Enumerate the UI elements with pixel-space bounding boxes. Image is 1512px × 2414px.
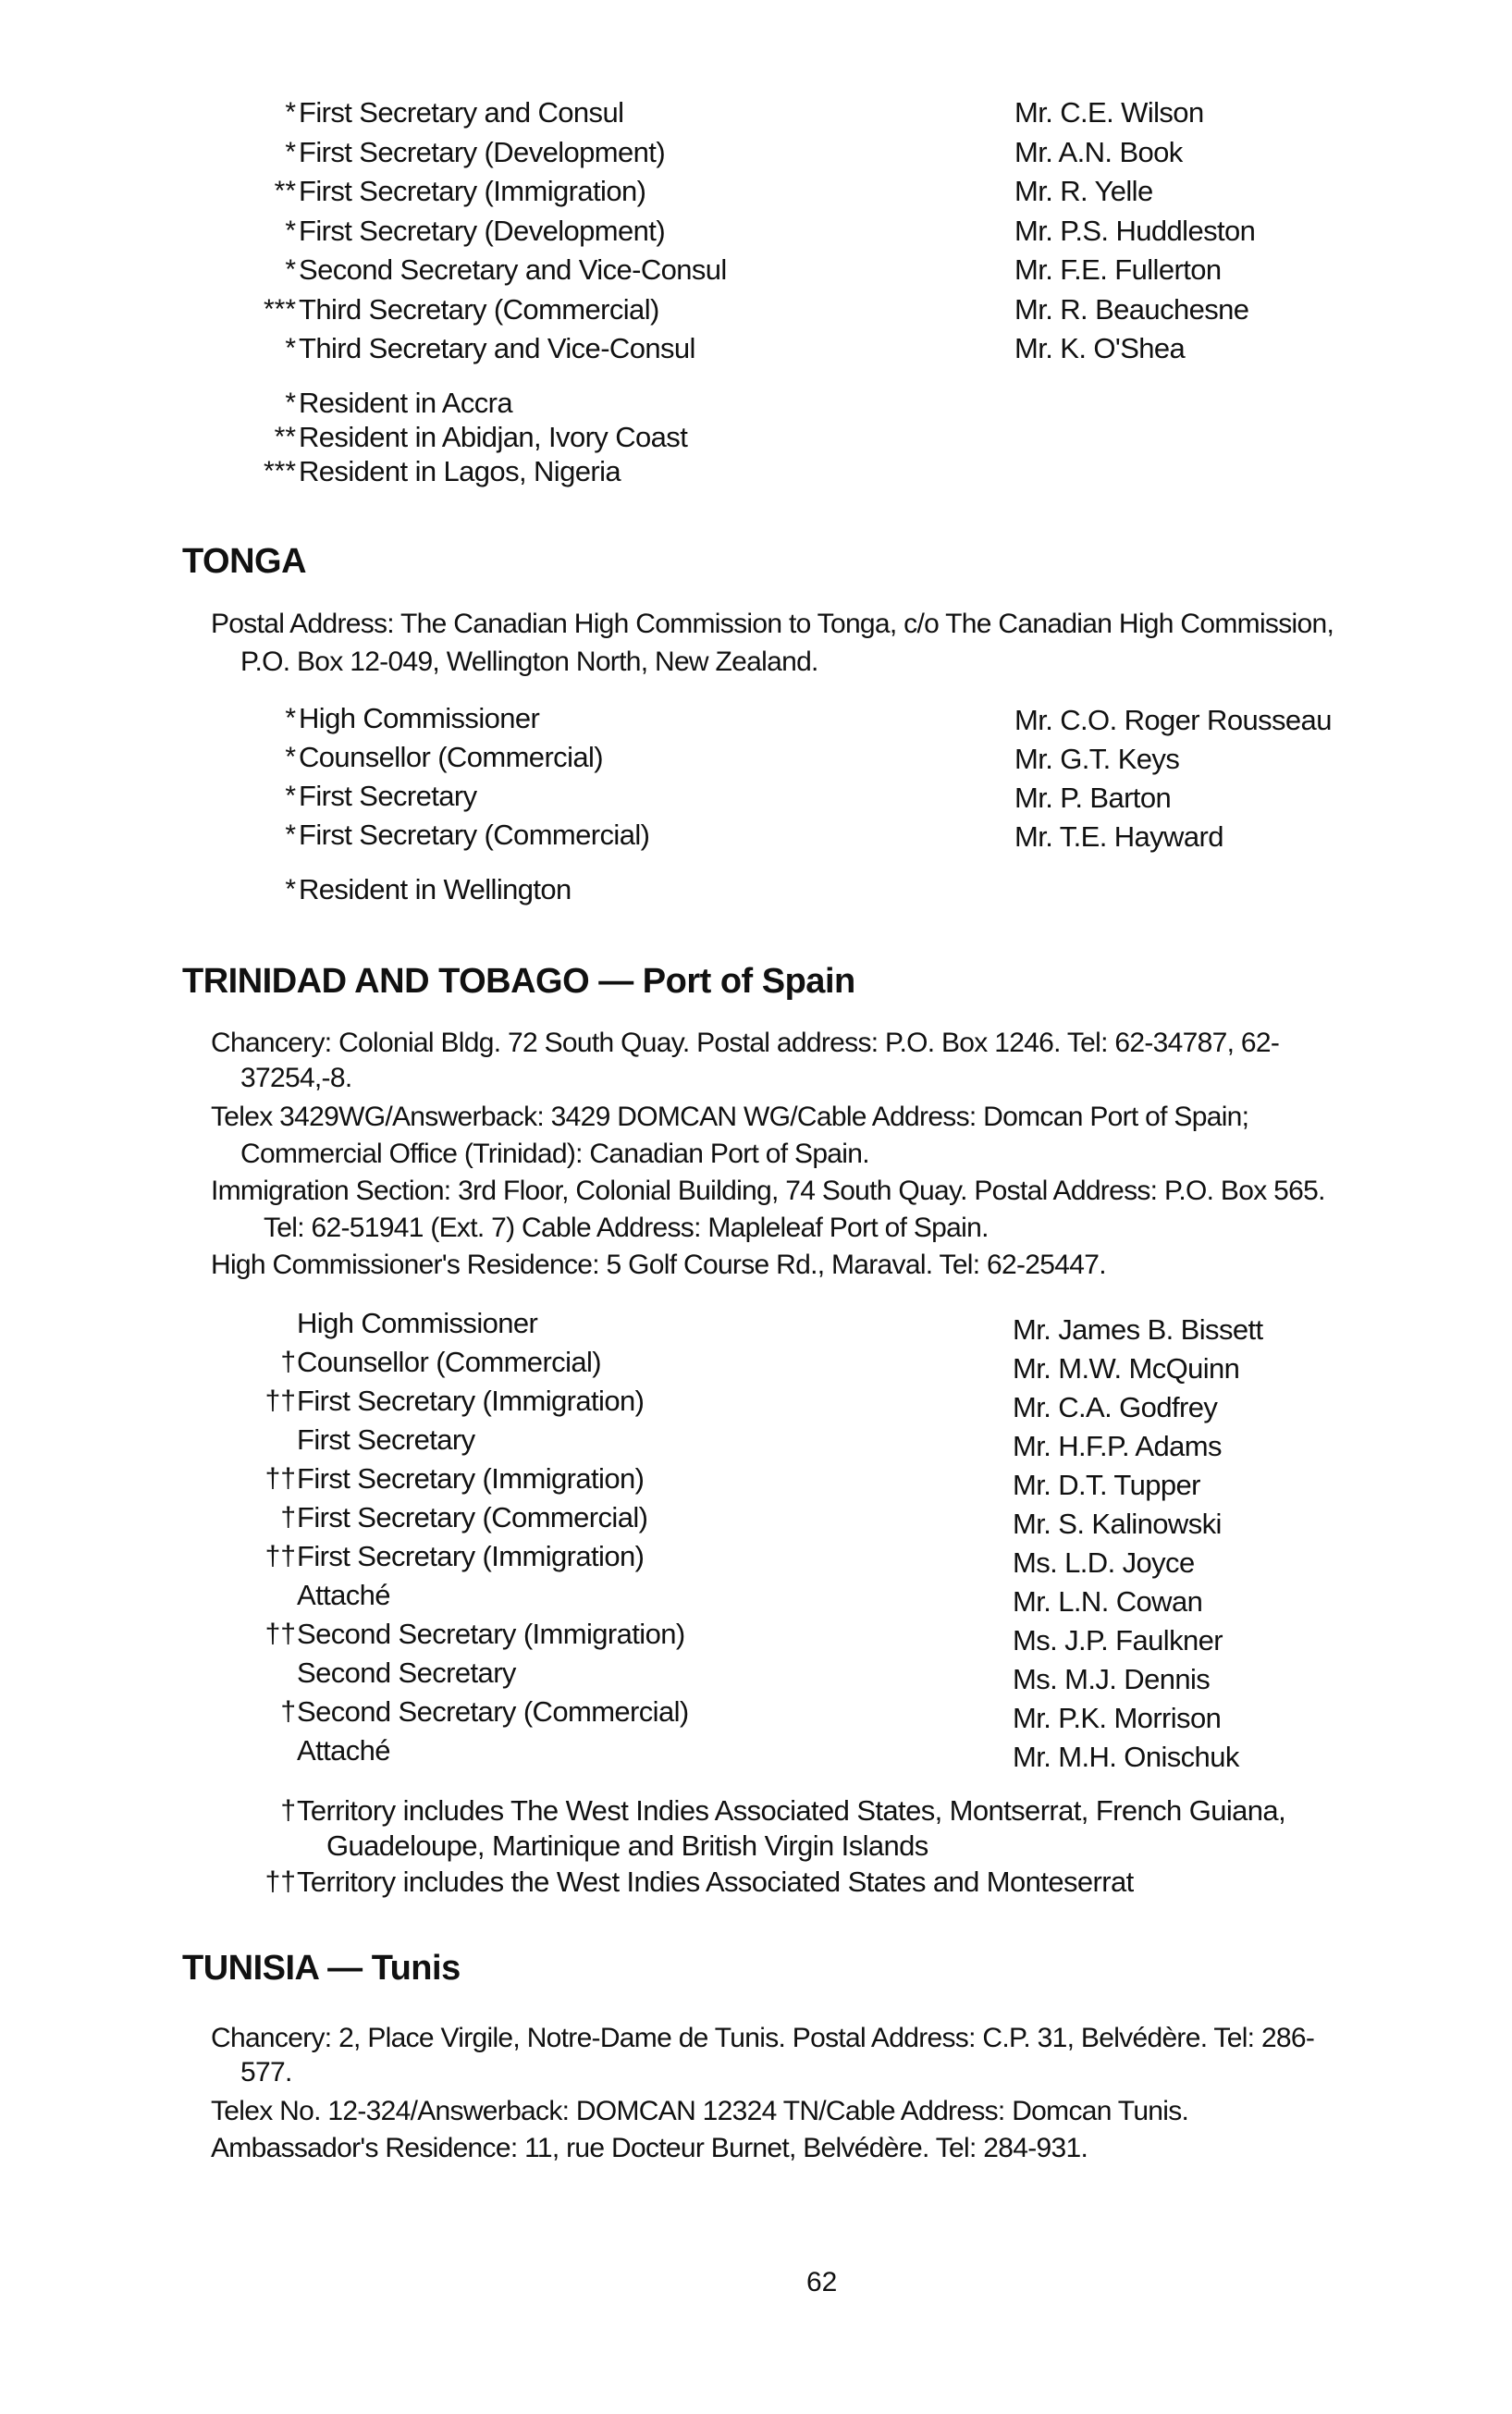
footnote-text: Resident in Accra (299, 387, 513, 419)
staff-title: Attaché (297, 1734, 390, 1767)
staff-name: Ms. L.D. Joyce (1013, 1546, 1195, 1579)
footnote-mark: * (285, 742, 296, 772)
staff-name: Mr. C.A. Godfrey (1013, 1391, 1218, 1423)
staff-name: Ms. J.P. Faulkner (1013, 1624, 1223, 1657)
staff-title: First Secretary (Development) (299, 136, 666, 168)
address-line: Telex 3429WG/Answerback: 3429 DOMCAN WG/Cable Address: Domcan Port of Spain; (211, 1102, 1249, 1132)
section-heading-tonga: TONGA (182, 542, 307, 581)
footnote-mark: * (285, 137, 296, 167)
footnote-mark: ** (274, 176, 296, 206)
staff-name: Mr. A.N. Book (1014, 136, 1183, 168)
staff-name: Mr. R. Yelle (1014, 175, 1153, 207)
staff-title: First Secretary (Development) (299, 215, 666, 247)
footnote-mark: † (280, 1502, 296, 1533)
page-number: 62 (806, 2267, 838, 2297)
footnote-mark: †† (264, 1386, 296, 1416)
footnote-mark: * (285, 333, 296, 363)
footnote-mark: † (280, 1347, 296, 1377)
footnote-text: Territory includes The West Indies Associated States, Montserrat, French Guiana, (297, 1794, 1286, 1827)
staff-name: Mr. M.H. Onischuk (1013, 1741, 1239, 1773)
staff-title: First Secretary (Commercial) (297, 1501, 648, 1533)
footnote-mark: * (285, 819, 296, 850)
staff-title: Third Secretary and Vice-Consul (299, 332, 695, 364)
address-line: Tel: 62-51941 (Ext. 7) Cable Address: Mapleleaf Port of Spain. (264, 1213, 989, 1243)
footnote-mark: † (280, 1696, 296, 1727)
staff-name: Mr. C.E. Wilson (1014, 96, 1204, 129)
staff-name: Mr. F.E. Fullerton (1014, 253, 1222, 286)
staff-name: Mr. S. Kalinowski (1013, 1508, 1222, 1540)
address-line: 37254,-8. (240, 1063, 352, 1093)
staff-name: Mr. P.K. Morrison (1013, 1702, 1222, 1734)
footnote-mark: † (280, 1795, 296, 1826)
address-line: Chancery: 2, Place Virgile, Notre-Dame de Tunis. Postal Address: C.P. 31, Belvédère. Tel: 286- (211, 2023, 1315, 2053)
footnote-mark: *** (263, 294, 296, 325)
address-line: Postal Address: The Canadian High Commission to Tonga, c/o The Canadian High Commission, (211, 609, 1334, 639)
address-line: Chancery: Colonial Bldg. 72 South Quay. Postal address: P.O. Box 1246. Tel: 62-34787, 62- (211, 1028, 1280, 1058)
address-line: Telex No. 12-324/Answerback: DOMCAN 12324 TN/Cable Address: Domcan Tunis. (211, 2096, 1189, 2126)
address-line: High Commissioner's Residence: 5 Golf Course Rd., Maraval. Tel: 62-25447. (211, 1250, 1106, 1280)
staff-title: First Secretary (Immigration) (297, 1462, 645, 1495)
footnote-mark: †† (264, 1541, 296, 1571)
footnote-mark: * (285, 388, 296, 418)
staff-title: High Commissioner (297, 1307, 538, 1339)
staff-title: First Secretary (297, 1423, 475, 1456)
staff-name: Mr. James B. Bissett (1013, 1313, 1263, 1346)
footnote-mark: * (285, 97, 296, 128)
staff-name: Mr. R. Beauchesne (1014, 293, 1249, 326)
section-heading-tunisia: TUNISIA — Tunis (182, 1949, 461, 1988)
staff-title: Second Secretary (Immigration) (297, 1618, 685, 1650)
address-line: Immigration Section: 3rd Floor, Colonial Building, 74 South Quay. Postal Address: P.O. Box 565. (211, 1176, 1325, 1206)
footnote-text: Resident in Wellington (299, 873, 572, 905)
section-heading-trinidad-and-tobago: TRINIDAD AND TOBAGO — Port of Spain (182, 962, 855, 1001)
footnote-mark: ** (274, 422, 296, 452)
staff-title: Second Secretary and Vice-Consul (299, 253, 727, 286)
staff-name: Mr. H.F.P. Adams (1013, 1430, 1222, 1462)
footnote-mark: *** (263, 456, 296, 486)
footnote-mark: * (285, 874, 296, 905)
address-line: P.O. Box 12-049, Wellington North, New Zealand. (240, 647, 818, 677)
staff-title: Attaché (297, 1579, 390, 1611)
address-line: Ambassador's Residence: 11, rue Docteur Burnet, Belvédère. Tel: 284-931. (211, 2133, 1088, 2163)
footnote-mark: †† (264, 1619, 296, 1649)
staff-title: First Secretary (Immigration) (297, 1385, 645, 1417)
footnote-mark: * (285, 216, 296, 246)
staff-title: First Secretary (Immigration) (297, 1540, 645, 1572)
staff-name: Mr. P. Barton (1014, 782, 1172, 814)
address-line: Commercial Office (Trinidad): Canadian Port of Spain. (240, 1139, 869, 1169)
staff-name: Mr. M.W. McQuinn (1013, 1352, 1240, 1385)
footnote-text: Resident in Lagos, Nigeria (299, 455, 621, 487)
staff-title: Counsellor (Commercial) (299, 741, 604, 773)
address-line: 577. (240, 2057, 292, 2088)
staff-title: Counsellor (Commercial) (297, 1346, 602, 1378)
footnote-text: Territory includes the West Indies Associated States and Monteserrat (297, 1866, 1134, 1898)
staff-title: First Secretary (Immigration) (299, 175, 646, 207)
staff-name: Mr. P.S. Huddleston (1014, 215, 1256, 247)
footnote-mark: * (285, 254, 296, 285)
footnote-mark: †† (264, 1463, 296, 1494)
staff-name: Mr. T.E. Hayward (1014, 820, 1223, 853)
staff-title: First Secretary and Consul (299, 96, 624, 129)
staff-name: Mr. L.N. Cowan (1013, 1585, 1203, 1618)
staff-title: Second Secretary (Commercial) (297, 1695, 689, 1728)
staff-title: Second Secretary (297, 1657, 516, 1689)
staff-name: Mr. K. O'Shea (1014, 332, 1186, 364)
staff-name: Mr. D.T. Tupper (1013, 1469, 1200, 1501)
staff-title: Third Secretary (Commercial) (299, 293, 659, 326)
footnote-text: Resident in Abidjan, Ivory Coast (299, 421, 688, 453)
footnote-mark: †† (264, 1866, 296, 1897)
staff-title: First Secretary (Commercial) (299, 819, 650, 851)
staff-name: Mr. G.T. Keys (1014, 743, 1180, 775)
staff-title: First Secretary (299, 780, 477, 812)
footnote-mark: * (285, 781, 296, 811)
footnote-text: Guadeloupe, Martinique and British Virgin Islands (326, 1829, 928, 1862)
staff-title: High Commissioner (299, 702, 540, 734)
staff-name: Mr. C.O. Roger Rousseau (1014, 704, 1332, 736)
staff-name: Ms. M.J. Dennis (1013, 1663, 1211, 1695)
footnote-mark: * (285, 703, 296, 733)
